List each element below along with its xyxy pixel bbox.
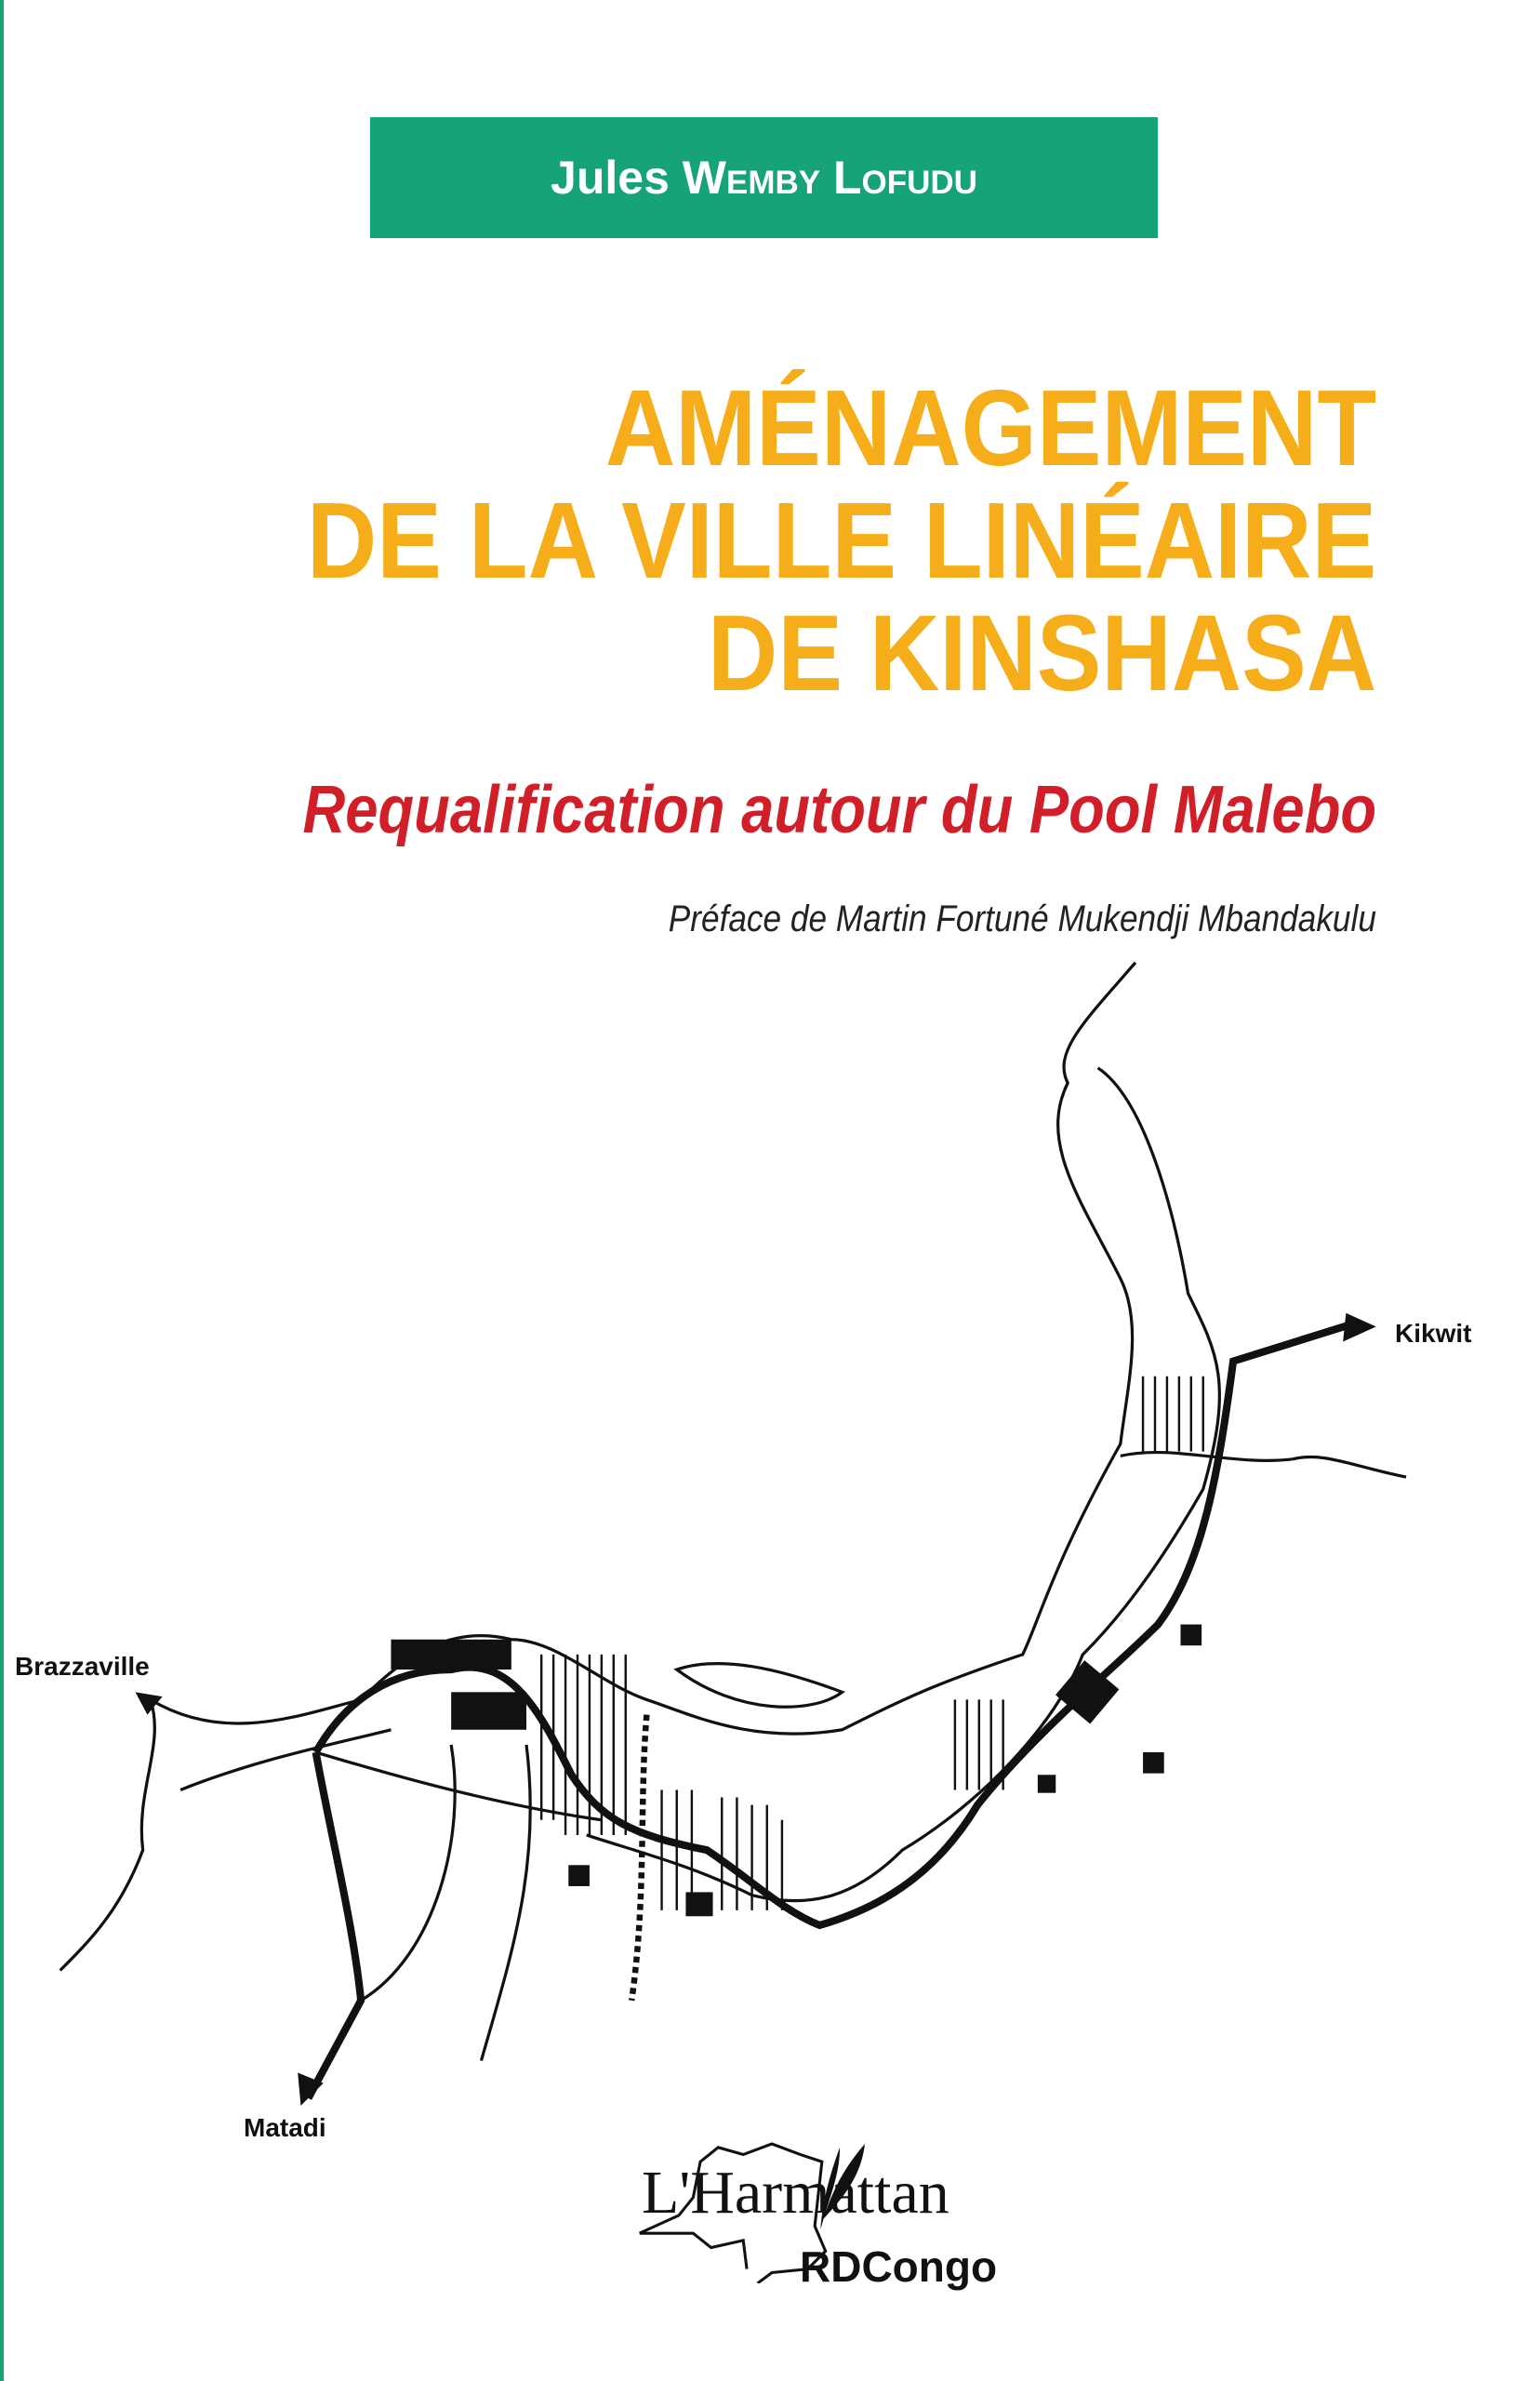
tributary <box>1121 1453 1406 1478</box>
title-line: DE LA VILLE LINÉAIRE <box>306 480 1376 601</box>
title-line: AMÉNAGEMENT <box>604 367 1376 488</box>
river-north <box>151 963 1135 1734</box>
author-first-name: Jules <box>551 152 670 204</box>
river-west <box>60 1699 155 1970</box>
book-subtitle: Requalification autour du Pool Malebo <box>302 773 1376 847</box>
map-label-kikwit: Kikwit <box>1395 1319 1472 1348</box>
title-line: DE KINSHASA <box>707 592 1376 713</box>
author-last-name: Wemby Lofudu <box>682 152 977 204</box>
publisher-name: L'Harmattan <box>642 2159 949 2227</box>
river-bank <box>587 1068 1220 1901</box>
island <box>677 1664 843 1708</box>
map-label-brazzaville: Brazzaville <box>15 1652 150 1681</box>
publisher-imprint: RDCongo <box>800 2242 998 2291</box>
preface-credit: Préface de Martin Fortuné Mukendji Mbandakulu <box>668 898 1376 939</box>
map-label-matadi: Matadi <box>244 2113 326 2142</box>
stream <box>631 1715 646 2001</box>
road-inner <box>180 1730 602 2061</box>
